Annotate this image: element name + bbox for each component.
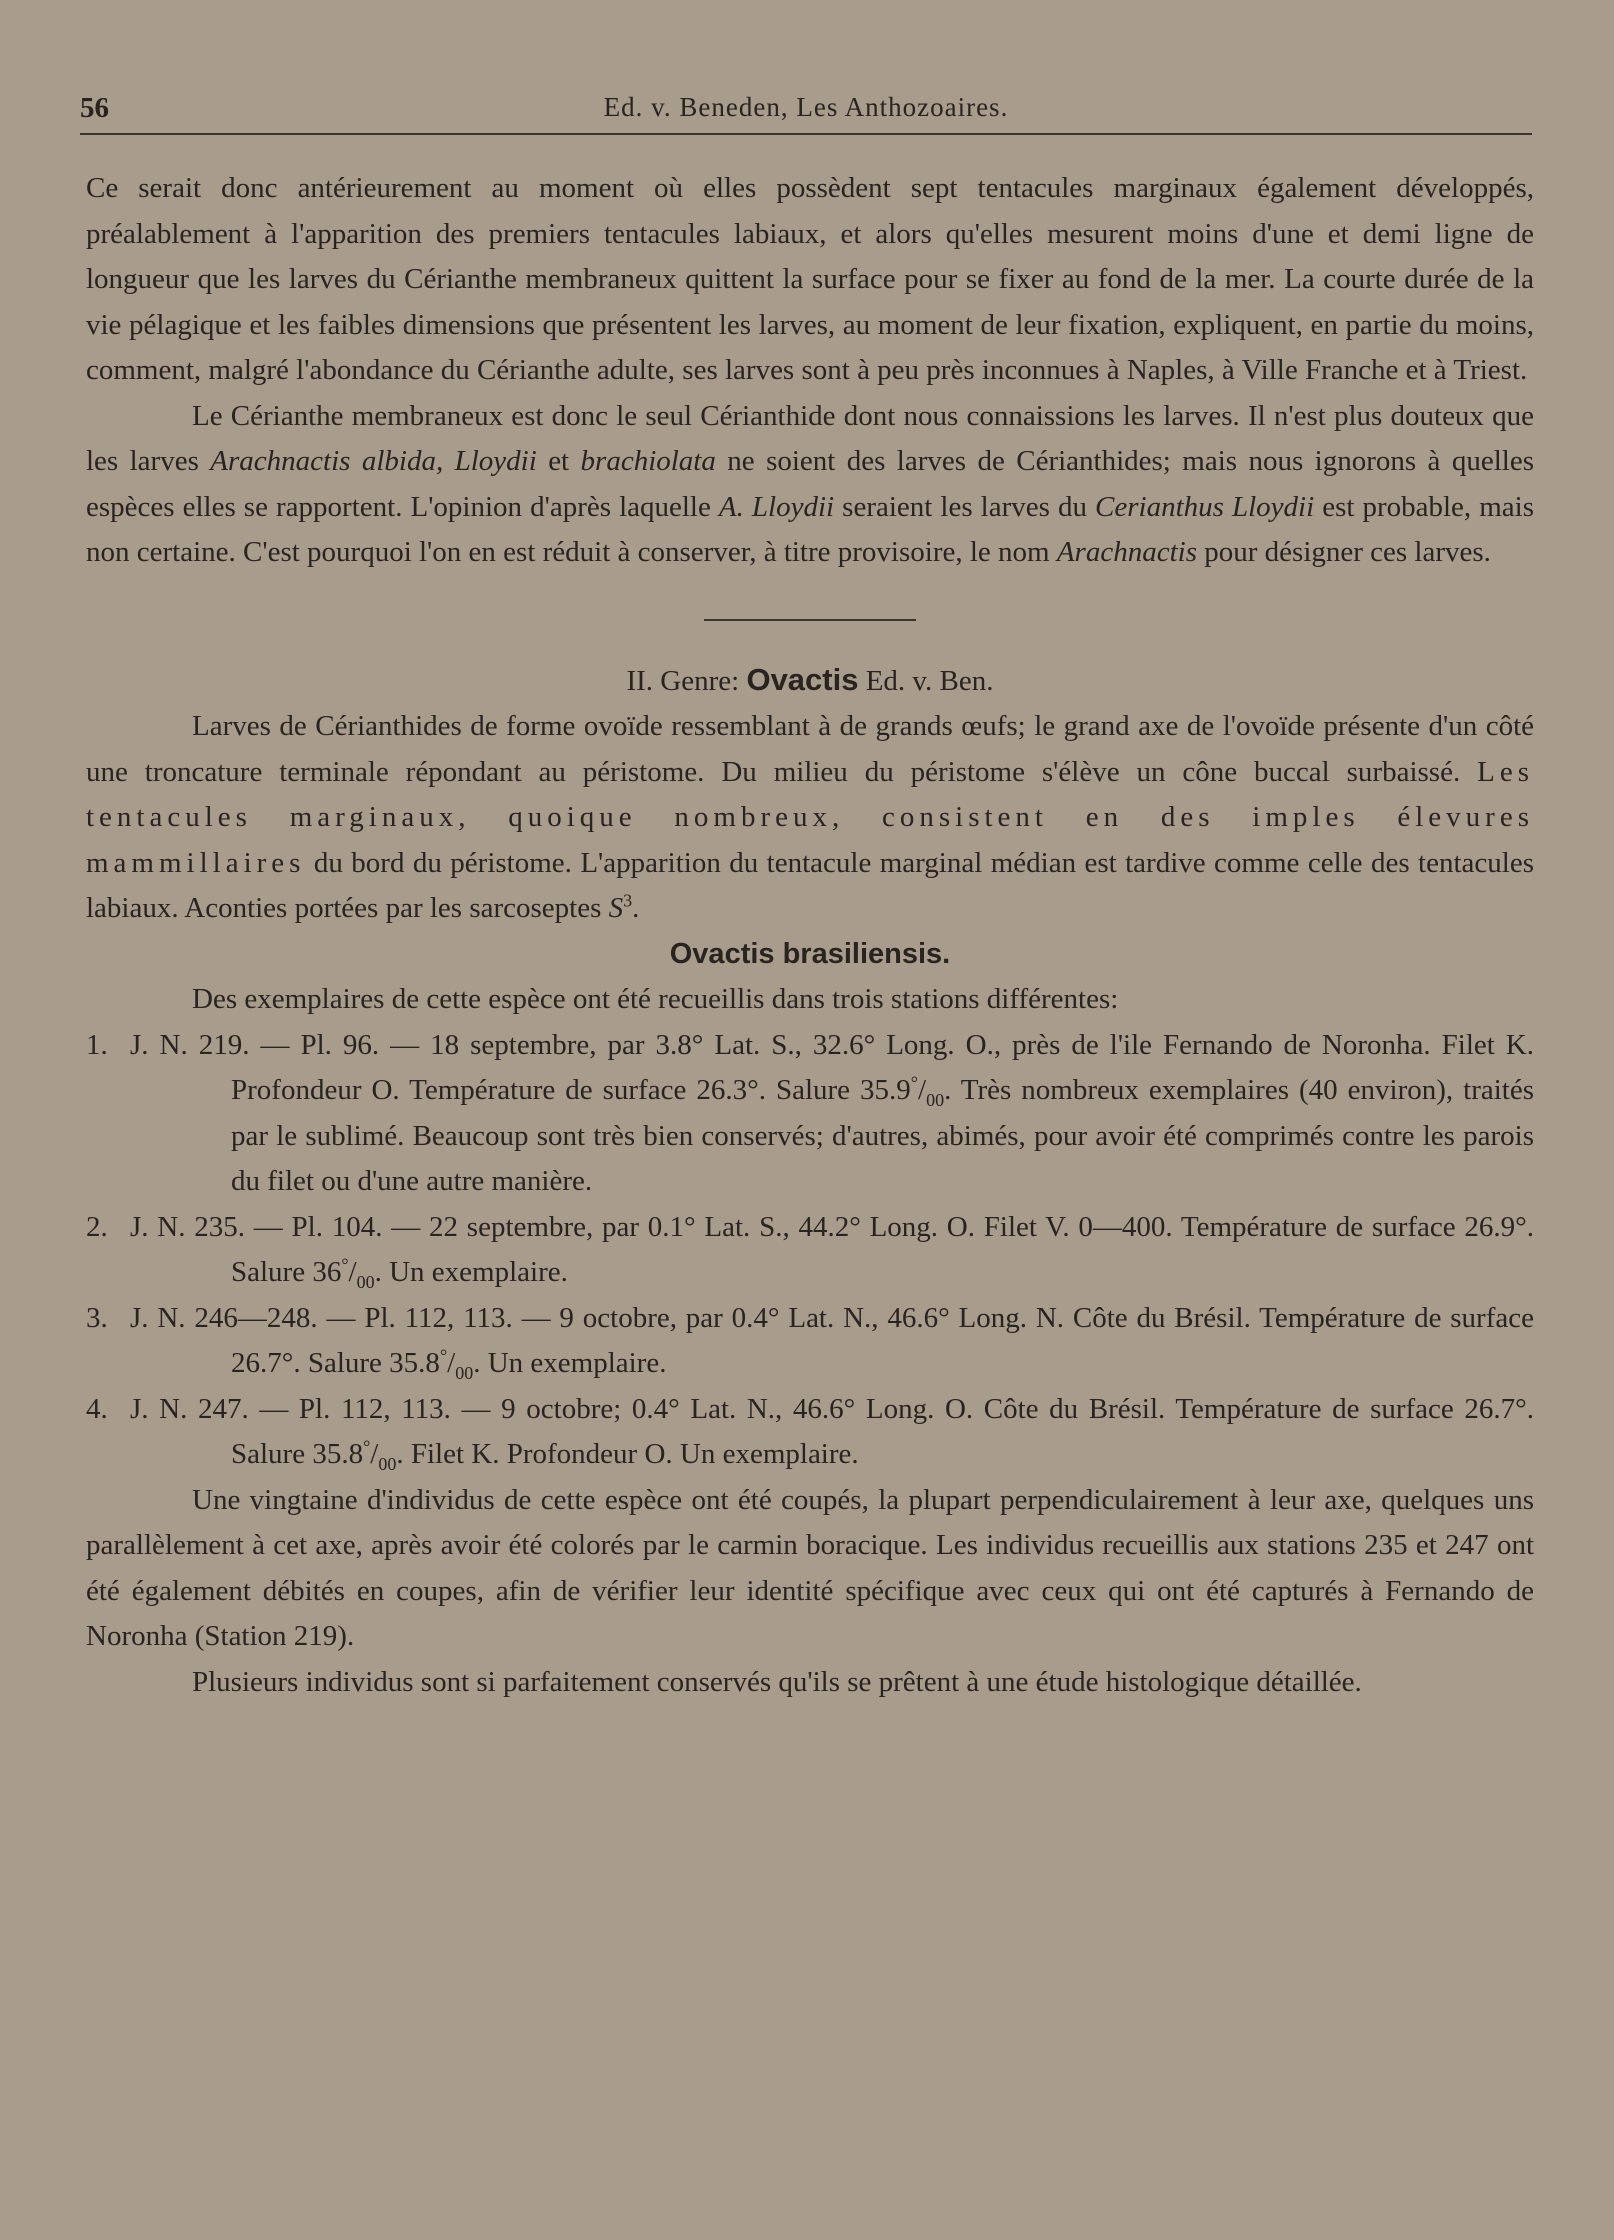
species-heading: Ovactis brasiliensis. [669,937,951,970]
station-entry-1: 1. J. N. 219. — Pl. 96. — 18 septembre, par 3.8° Lat. S., 32.6° Long. O., près de l'ile Fernando de Noronha. Filet K. Profondeur O. Température de surface 26.3°. Salure $35.9^\circ/_{00}$. Très nombreux exemplaires (40 environ), traités par le sublimé. Beaucoup sont très bien conservés; d'autres, abimés, pour avoir été comprimés contre les parois du filet ou d'une autre manière. [86,1028,1535,1197]
genus-description: Larves de Cérianthides de forme ovoïde ressemblant à de grands œufs; le grand axe de l'ovoïde présente d'un côté une troncature terminale répondant au péristome. Du milieu du péristome s'élève un cône buccal surbaissé. Les tentacules marginaux, quoique nombreux, consistent en des imples élevures mammillaires du bord du péristome. L'apparition du tentacule marginal médian est tardive comme celle des tentacules labiaux. Aconties portées par les sarcoseptes $S^3$. [86,710,1534,924]
section-separator [704,619,916,621]
body-text [86,166,1534,1705]
page-number: 56 [80,92,109,124]
genus-heading: II. Genre: Ovactis Ed. v. Ben. [626,661,994,697]
closing-paragraph-1: Une vingtaine d'individus de cette espèce ont été coupés, la plupart perpendiculairement à leur axe, quelques uns parallèlement à cet axe, après avoir été colorés par le carmin boracique. Les individus recueillis aux stations 235 et 247 ont été également débités en coupes, afin de vérifier leur identité spécifique avec ceux qui ont été capturés à Fernando de Noronha (Station 219). [86,1483,1534,1652]
intro-paragraph-2: Le Cérianthe membraneux est donc le seul Cérianthide dont nous connaissions les larves. Il n'est plus douteux que les larves Arachnactis albida, Lloydii et brachiolata ne soient des larves de Cérianthides; mais nous ignorons à quelles espèces elles se rapportent. L'opinion d'après laquelle A. Lloydii seraient les larves du Cerianthus Lloydii est probable, mais non certaine. C'est pourquoi l'on en est réduit à conserver, à titre provisoire, le nom Arachnactis pour désigner ces larves. [86,399,1534,568]
page-header [80,92,1532,132]
station-entry-4: 4. J. N. 247. — Pl. 112, 113. — 9 octobre; 0.4° Lat. N., 46.6° Long. O. Côte du Brésil. Température de surface 26.7°. Salure $35.8^\circ/_{00}$. Filet K. Profondeur O. Un exemplaire. [86,1392,1534,1474]
intro-paragraph-1: Ce serait donc antérieurement au moment où elles possèdent sept tentacules marginaux également développés, préalablement à l'apparition des premiers tentacules labiaux, et alors qu'elles mesurent moins d'une et demi ligne de longueur que les larves du Cérianthe membraneux quittent la surface pour se fixer au fond de la mer. La courte durée de la vie pélagique et les faibles dimensions que présentent les larves, au moment de leur fixation, expliquent, en partie du moins, comment, malgré l'abondance du Cérianthe adulte, ses larves sont à peu près inconnues à Naples, à Ville Franche et à Triest. [86,172,1534,386]
closing-paragraph-2: Plusieurs individus sont si parfaitement conservés qu'ils se prêtent à une étude histologique détaillée. [192,1665,1362,1698]
species-intro: Des exemplaires de cette espèce ont été recueillis dans trois stations différentes: [192,983,1119,1015]
station-entry-2: 2. J. N. 235. — Pl. 104. — 22 septembre, par 0.1° Lat. S., 44.2° Long. O. Filet V. 0—400. Température de surface 26.9°. Salure $36^\circ/_{00}$. Un exemplaire. [86,1210,1534,1292]
station-entry-3: 3. J. N. 246—248. — Pl. 112, 113. — 9 octobre, par 0.4° Lat. N., 46.6° Long. N. Côte du Brésil. Température de surface 26.7°. Salure $35.8^\circ/_{00}$. Un exemplaire. [86,1301,1534,1383]
genus-name: Ovactis [746,661,859,697]
running-title: Ed. v. Beneden, Les Anthozoaires. [603,92,1009,122]
header-rule [80,133,1532,135]
